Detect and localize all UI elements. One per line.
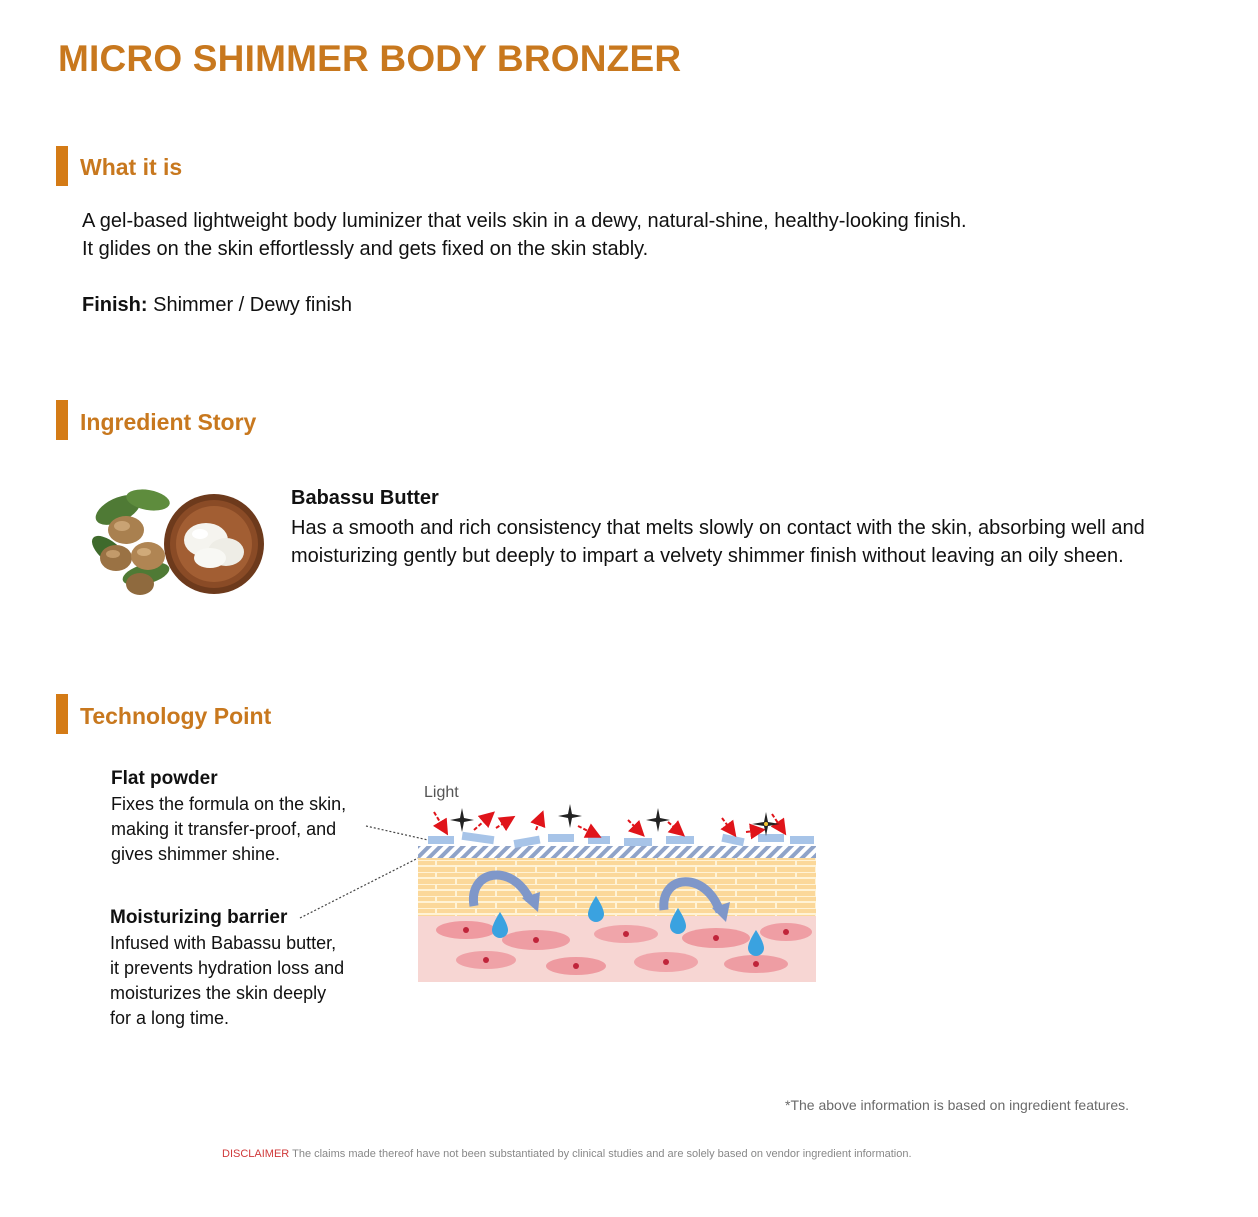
- barrier-line: it prevents hydration loss and: [110, 958, 345, 978]
- ingredient-description: Has a smooth and rich consistency that melts slowly on contact with the skin, absorbing well and moisturizing gently but deeply to impart a velvety shimmer finish without leaving an oily sheen.: [291, 517, 1145, 567]
- finish-value: Shimmer / Dewy finish: [153, 294, 353, 316]
- disclaimer: [222, 1148, 912, 1160]
- section-marker: [56, 400, 68, 440]
- barrier-line: moisturizes the skin deeply: [110, 983, 327, 1003]
- disclaimer-label: DISCLAIMER: [222, 1148, 290, 1160]
- page-title: MICRO SHIMMER BODY BRONZER: [58, 38, 682, 79]
- section-heading-ingredient-story: Ingredient Story: [80, 409, 257, 435]
- flat-powder-title: Flat powder: [111, 768, 218, 789]
- barrier-line: for a long time.: [110, 1008, 230, 1028]
- section-marker: [56, 146, 68, 186]
- finish-label: Finish:: [82, 294, 148, 316]
- finish-row: [82, 291, 352, 319]
- section-heading-what-it-is: What it is: [80, 154, 183, 180]
- description-line-2: It glides on the skin effortlessly and gets fixed on the skin stably.: [82, 238, 649, 260]
- footnote: *The above information is based on ingredient features.: [785, 1097, 1129, 1113]
- section-marker: [56, 694, 68, 734]
- barrier-line: Infused with Babassu butter,: [110, 933, 337, 953]
- flat-powder-line: Fixes the formula on the skin,: [111, 794, 347, 814]
- diagram-light-label: Light: [424, 784, 459, 801]
- flat-powder-description: [111, 792, 346, 867]
- ingredient-name: Babassu Butter: [291, 487, 439, 509]
- moisturizing-barrier-title: Moisturizing barrier: [110, 907, 288, 928]
- description-line-1: A gel-based lightweight body luminizer that veils skin in a dewy, natural-shine, healthy-looking finish.: [82, 210, 967, 232]
- babassu-butter-image: [88, 482, 266, 604]
- skin-layer-diagram: [416, 800, 818, 986]
- moisturizing-barrier-description: [110, 931, 344, 1031]
- disclaimer-text: The claims made thereof have not been substantiated by clinical studies and are solely based on vendor ingredient information.: [289, 1148, 912, 1160]
- section-heading-technology-point: Technology Point: [80, 703, 272, 729]
- flat-powder-line: making it transfer-proof, and: [111, 819, 337, 839]
- flat-powder-line: gives shimmer shine.: [111, 844, 281, 864]
- what-it-is-description: [82, 207, 1182, 263]
